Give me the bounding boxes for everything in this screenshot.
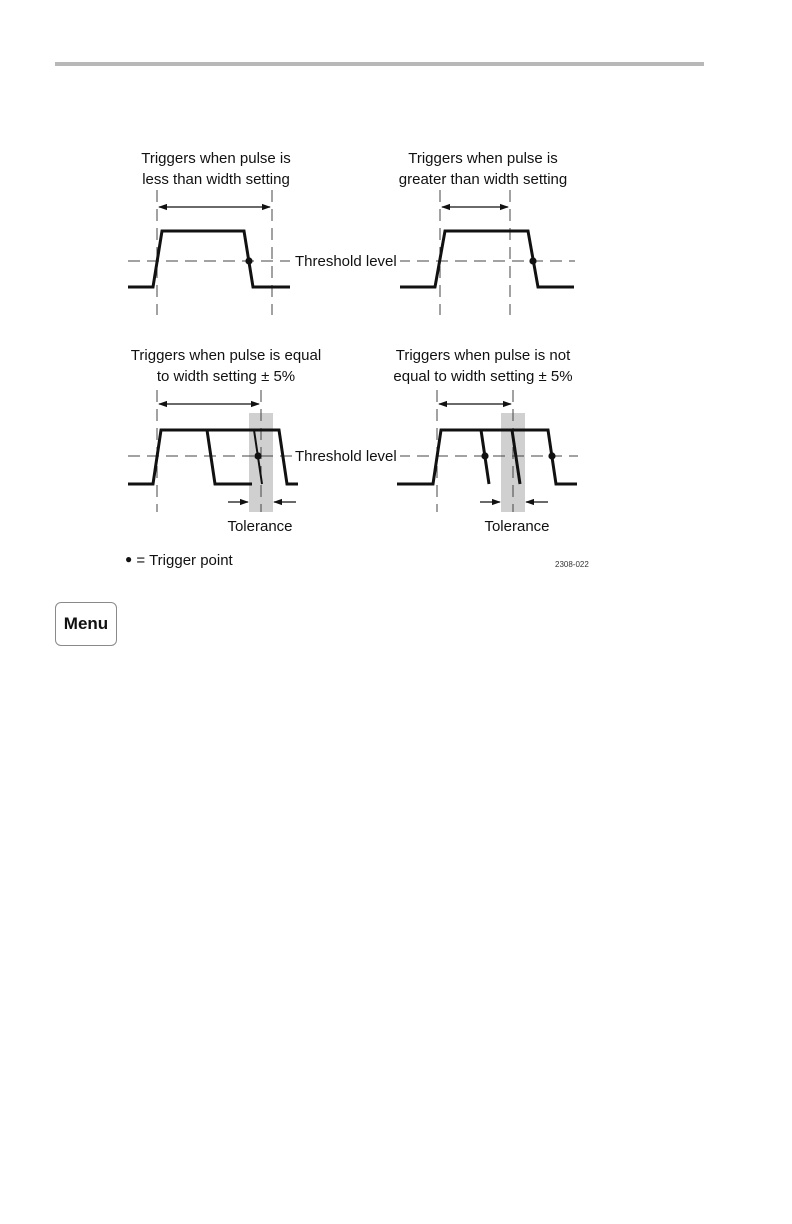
panel-equal: [128, 390, 298, 512]
trigger-point-marker-icon: ●: [125, 552, 133, 566]
trigger-point: [245, 257, 252, 264]
caption-line-2: to width setting ± 5%: [156, 368, 296, 385]
pulse-waveform-narrow: [207, 430, 252, 484]
menu-button-label: Menu: [63, 614, 109, 633]
pulse-width-trigger-diagram: [0, 0, 792, 600]
caption-line-2: greater than width setting: [398, 171, 568, 188]
pulse-waveform: [128, 231, 290, 287]
caption-line-1: Triggers when pulse is not: [395, 347, 571, 364]
figure-id: 2308-022: [555, 560, 589, 569]
panel-less-than: [128, 190, 290, 315]
tolerance-band: [249, 413, 273, 512]
caption-greater-than: [388, 148, 578, 190]
caption-line-1: Triggers when pulse is: [141, 150, 291, 167]
diagram-canvas: [0, 0, 792, 600]
tolerance-label-left: Tolerance: [227, 518, 293, 535]
trigger-point: [548, 452, 555, 459]
threshold-label-top: Threshold level: [292, 251, 400, 272]
threshold-label-bottom: Threshold level: [292, 446, 400, 467]
trigger-point-legend: [125, 549, 233, 571]
legend-text: = Trigger point: [136, 552, 233, 569]
caption-not-equal: [383, 345, 583, 387]
tolerance-label-right: Tolerance: [484, 518, 550, 535]
trigger-point: [481, 452, 488, 459]
panel-greater-than: [398, 190, 575, 315]
pulse-waveform: [400, 231, 574, 287]
caption-equal: [121, 345, 331, 387]
trigger-point: [529, 257, 536, 264]
caption-less-than: [126, 148, 306, 190]
caption-line-2: equal to width setting ± 5%: [393, 368, 573, 385]
caption-line-1: Triggers when pulse is equal: [130, 347, 322, 364]
trigger-point: [254, 452, 261, 459]
caption-line-2: less than width setting: [142, 171, 290, 188]
menu-button[interactable]: [55, 602, 117, 646]
caption-line-1: Triggers when pulse is: [408, 150, 558, 167]
panel-not-equal: [397, 390, 578, 512]
tolerance-band: [501, 413, 525, 512]
